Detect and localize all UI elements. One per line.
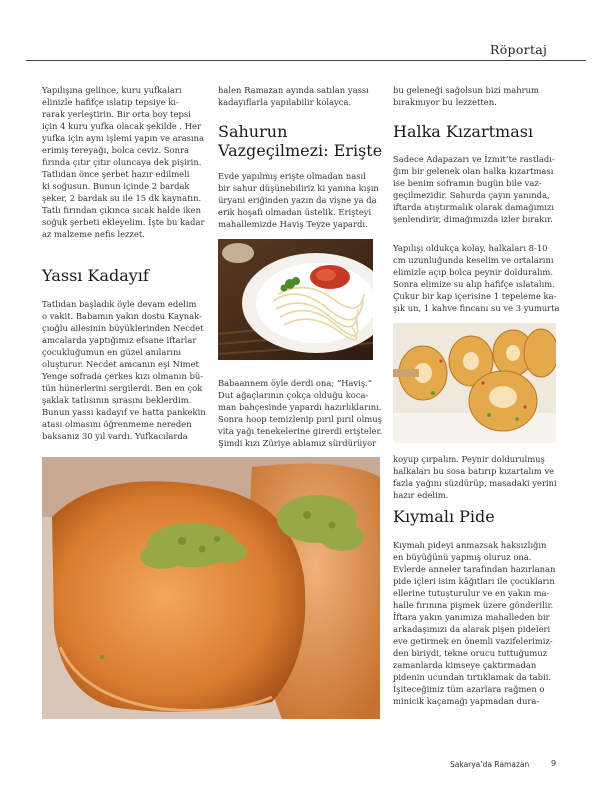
col3-halka-text: Sadece Adapazarı ve İzmit’te rastladı- ğım bir gelenek olan halka kızartması ise benim soframın bugün bile vaz- geçilmezidir. Sahurda çayın yanında, iftarda atıştırmalık olarak damağımızı şenlendirir, dimağımızda izler bırakır. [393,154,555,224]
heading-kiymali-pide: Kıymalı Pide [393,507,495,526]
col3-halka-recipe-text: Yapılışı oldukça kolay, halkaları 8-10 cm uzunluğunda keselim ve ortalarını elimizle açıp bolca peynir dolduralım. Sonra elimize su alıp hafifçe ıslatalım. Çukur bir kap içerisine 1 tepeleme ka- şık un, 1 kahve fincanı su ve 3 yumurta [393,243,560,313]
col1-kadayif-text: Tatlıdan başladık öyle devam edelim o vakit. Babamın yakın dostu Kaynak- çıoğlu ailesinin büyüklerinden Necdet amcalarda yaptığımız efsane iftarlar çocukluğumun en güzel anılarını oluşturur. Necdet amcanın eşi Nimet Yenge sofrada çerkes kızı olmanın bü- tün hünerlerini sergilerdi. Ben en çok şaklak tatlısının sırasını beklerdim. Bunun yassı kadayıf ve hatta pankekin atası olmasını öğrenmeme nereden baksanız 30 yıl vardı. Yufkacılarda [42,299,206,441]
header-rule [26,60,586,61]
col3-pide-text: Kıymalı pideyi anmazsak haksızlığın en büyüğünü yapmış oluruz ona. Evlerde anneler tarafından hazırlanan pide içleri isim kâğıtları ile çocukların ellerine tutuşturulur ve en yakın ma- halle fırınına pişmek üzere gönderilir. İftara yakın yanımıza mahalleden bir arkadaşımızı da alarak pişen pideleri eve getirmek en önemli vazifelerimiz- den biriydi, tekne orucu tuttuğumuz zamanlarda kimseye çaktırmadan pidenin ucundan tırtıklamak da tabii. İşiteceğimiz tüm azarlara rağmen o minicik kaçamağı yapmadan dura- [393,540,556,706]
col2-eriste-text-continued: Babaannem öyle derdi ona; “Haviş.” Dut ağaçlarının çokça olduğu koca- man bahçesinde yapardı hazırlıklarını. Sonra hoop temizlenip pırıl pırıl olmuş vita yağı tenekelerine girerdi erişteler. Şimdi kızı Züriye ablamız sürdürüyor [218,378,383,448]
footer-magazine-title: Sakarya’da Ramazan [450,760,530,769]
heading-halka-kizartmasi: Halka Kızartması [393,122,534,141]
col1-intro-text: Yapılışına gelince, kuru yufkaları elinizle hafifçe ıslatıp tepsiye kı- rarak yerleştirin. Bir orta boy tepsi için 4 kuru yufka olacak şekilde . Her yufka için aynı işlemi yapın ve arasına erimiş tereyağı, bolca ceviz. Sonra fırında çıtır çıtır oluncaya dek pişirin. Tatlıdan önce şerbet hazır edilmeli ki soğusun. Bunun içinde 2 bardak şeker, 2 bardak su ile 15 dk kaynatın. Tatlı fırından çıkınca sıcak halde iken soğuk şerbeti ekleyelim. İşte bu kadar az malzeme nefis lezzet. [42,85,205,239]
halka-kizartmasi-photo [393,323,556,443]
eriste-photo [218,239,373,360]
heading-sahurun-vazgecilmezi: Sahurun Vazgeçilmezi: Erişte [218,122,383,160]
col2-eriste-text: Evde yapılmış erişte olmadan nasıl bir sahur düşünebiliriz ki yanına kışın üryani eriğinden yazın da vişne ya da erik hoşafı olmadan üstelik. Erişteyi mahallemizde Haviş Teyze yapardı. [218,171,379,229]
page-number: 9 [551,759,557,768]
col2-intro-text: halen Ramazan ayında satılan yassı kadayıflarla yapılabilir kolayca. [218,85,369,107]
col3-intro-text: bu geleneği sağolsun bizi mahrum bırakmıyor bu lezzetten. [393,85,540,107]
heading-yassi-kadayif: Yassı Kadayıf [42,266,149,285]
col3-halka-text-continued: koyup çırpalım. Peynir doldurulmuş halkaları bu sosa batırıp kızartalım ve fazla yağını süzdürüp, masadaki yerini hazır edelim. [393,454,557,500]
section-label: Röportaj [490,42,548,57]
yassi-kadayif-photo [42,457,380,719]
